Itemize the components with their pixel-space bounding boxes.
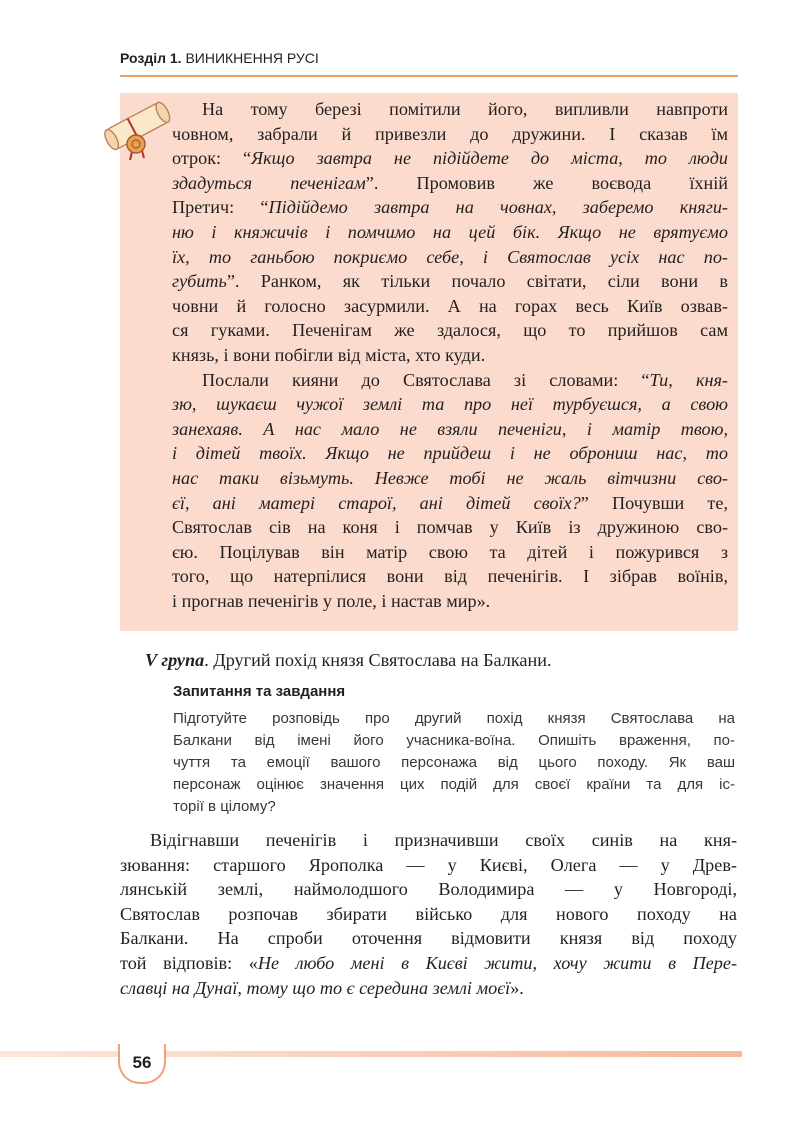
group-heading [145,648,735,672]
main-line: той відповів: «Не любо мені в Києві жити, хочу жити в Пере- [120,952,738,973]
source-line: отрок: “Якщо завтра не підійдете до міста, то люди [172,148,728,169]
source-line: човном, забрали й привезли до дружини. І сказав їм [172,123,728,144]
source-line: того, що натерпілися вони від печенігів. І зібрав воїнів, [172,566,728,587]
source-line: губить”. Ранком, як тільки почало світати, сіли вони в [172,271,728,292]
footer-bar [0,1051,742,1057]
section-title: ВИНИКНЕННЯ РУСІ [185,50,319,66]
question-line: персонаж оцінює значення цих подій для своєї країни та для іс- [173,776,735,793]
source-line: занехаяв. А нас мало не взяли печеніги, і матір твою, [172,418,728,439]
main-line: Відігнавши печенігів і призначивши своїх синів на кня- [150,830,737,850]
section-number: Розділ 1. [120,50,182,66]
source-text [172,97,728,613]
scroll-icon [100,90,172,170]
group-topic: . Другий похід князя Святослава на Балкани. [204,650,552,670]
question-line: чуття та емоції вашого персонажа від цього походу. Як ваш [173,754,735,771]
source-line: ню і княжичів і помчимо на цей бік. Якщо не врятуємо [172,221,728,242]
source-line: здадуться печенігам”. Промовив же воєвода їхній [172,172,728,193]
main-line: славці на Дунаї, тому що то є середина землі моєї». [120,977,524,998]
source-line: єю. Поцілував він матір свою та дітей і пожурився з [172,541,728,562]
page-number: 56 [118,1044,166,1084]
main-line: Святослав розпочав збирати військо для нового походу на [120,903,737,924]
source-line: єї, ані матері старої, ані дітей своїх?” Почувши те, [172,492,728,513]
source-line: Послали кияни до Святослава зі словами: “Ти, кня- [202,369,728,390]
source-line: їх, то ганьбою покриємо себе, і Святослав усіх нас по- [172,246,728,267]
source-line: нас таки візьмуть. Невже тобі не жаль вітчизни сво- [172,467,728,488]
source-line: човни й голосно засурмили. А на горах весь Київ озвав- [172,295,728,316]
source-line: Претич: “Підійдемо завтра на човнах, заберемо княги- [172,197,728,218]
question-line: Балкани від імені його учасника-воїна. Опишіть враження, по- [173,732,735,749]
questions-title: Запитання та завдання [173,683,346,700]
group-label: V група [145,650,205,670]
source-line: князь, і вони побігли від міста, хто куди. [172,344,486,365]
source-line: і прогнав печенігів у поле, і настав мир». [172,590,491,611]
source-line: і дітей твоїх. Якщо не прийдеш і не оброниш нас, то [172,443,728,464]
main-line: зювання: старшого Ярополка — у Києві, Олега — у Древ- [120,854,737,875]
section-header [120,50,738,66]
source-line: На тому березі помітили його, випливли навпроти [202,99,728,119]
header-divider [120,75,738,77]
source-line: зю, шукаєш чужої землі та про неї турбуєшся, а свою [172,394,728,415]
main-line: лянській землі, наймолодшого Володимира — у Новгороді, [120,879,737,900]
main-paragraph [120,828,737,1000]
questions-body [173,708,735,818]
question-line: Підготуйте розповідь про другий похід князя Святослава на [173,710,735,727]
question-line: торії в цілому? [173,798,276,815]
main-line: Балкани. На спроби оточення відмовити князя від походу [120,928,737,949]
source-line: ся гуками. Печенігам же здалося, що то прийшов сам [172,320,728,341]
source-line: Святослав сів на коня і помчав у Київ із дружиною сво- [172,517,728,538]
